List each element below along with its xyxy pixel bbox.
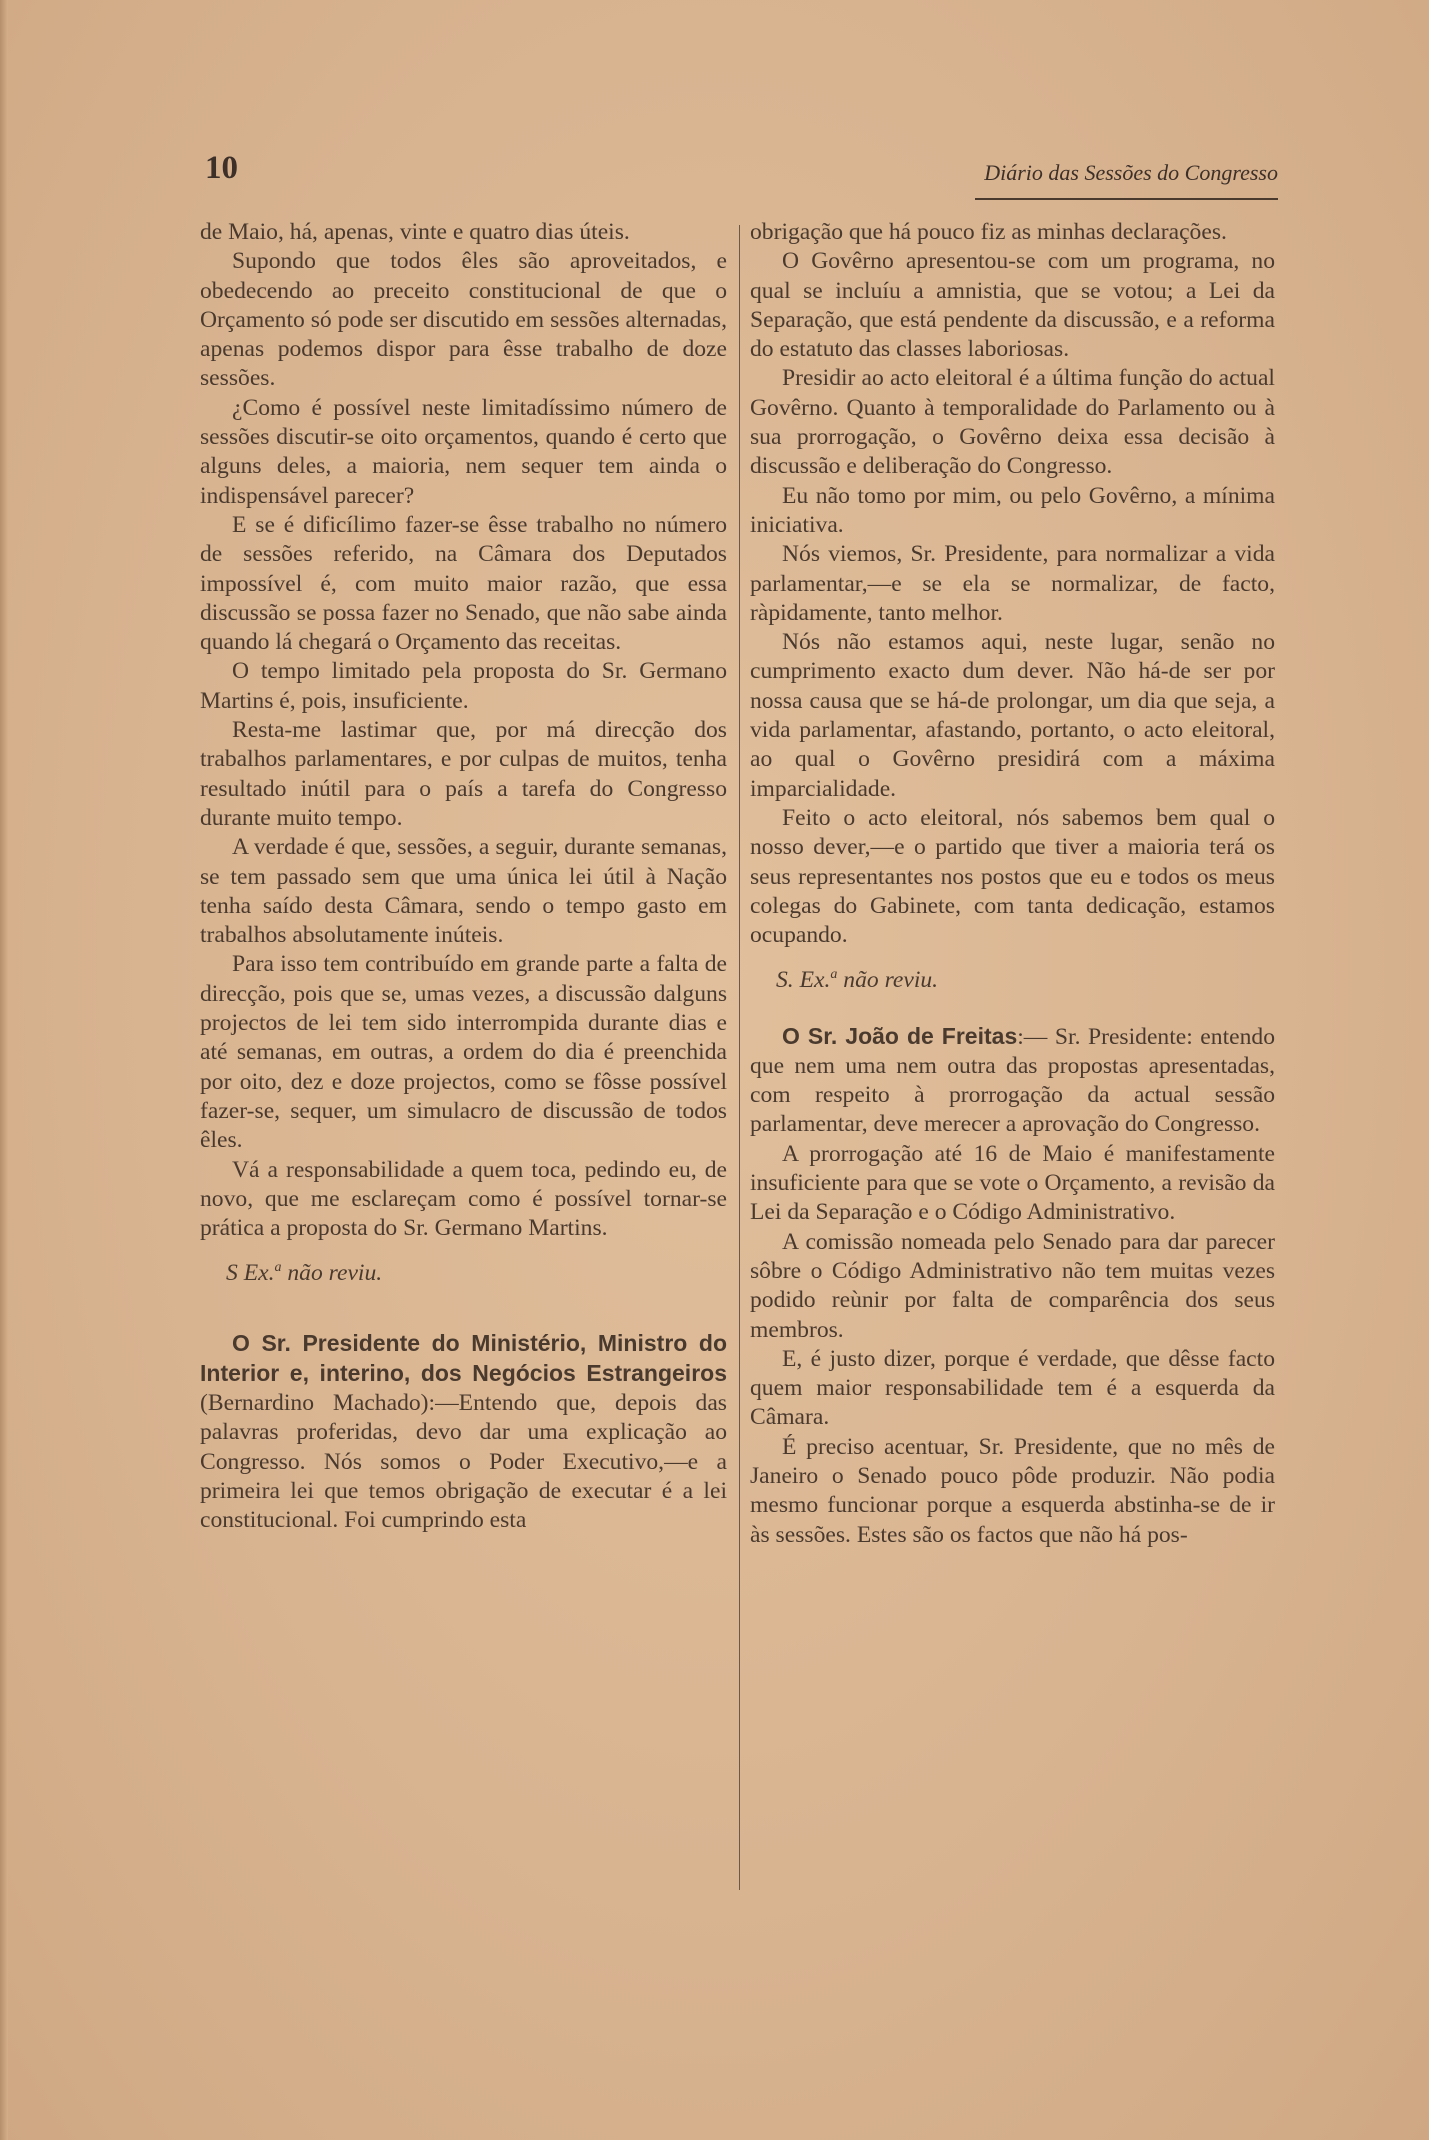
revision-note-text: S Ex. bbox=[226, 1260, 275, 1287]
right-column bbox=[750, 218, 1275, 1550]
paragraph: Nós não estamos aqui, neste lugar, senão no cumprimento exacto dum dever. Não há-de ser por nossa causa que se há-de prolongar, um dia que seja, a vida parlamentar, afastando, portanto, o acto eleitoral, ao qual o Govêrno presidirá com a máxima imparcialidade. bbox=[750, 629, 1275, 802]
revision-note bbox=[200, 1253, 727, 1288]
page-number: 10 bbox=[205, 150, 238, 186]
revision-note-superscript: a bbox=[274, 1260, 282, 1276]
paragraph: O tempo limitado pela proposta do Sr. Germano Martins é, pois, insuficiente. bbox=[200, 658, 727, 714]
revision-note-superscript: a bbox=[830, 967, 838, 983]
speech-paragraph bbox=[750, 1022, 1275, 1140]
speech-paragraph bbox=[200, 1329, 727, 1536]
paragraph: Para isso tem contribuído em grande parte a falta de direcção, pois que se, umas vezes, a discussão dalguns projectos de lei tem sido interrompida durante dias e até semanas, em outras, a ordem do dia é preenchida por oito, dez e doze projectos, como se fôsse possível fazer-se, sequer, um simulacro de discussão de todos êles. bbox=[200, 951, 727, 1154]
speaker-name: O Sr. Presidente do Ministério, Ministro do Interior e, interino, dos Negócios Estrangeiros bbox=[200, 1329, 727, 1386]
paragraph: É preciso acentuar, Sr. Presidente, que no mês de Janeiro o Senado pouco pôde produzir. Não podia mesmo funcionar porque a esquerda abstinha-se de ir às sessões. Estes são os factos que não há pos- bbox=[750, 1433, 1275, 1548]
page-edge-shadow bbox=[0, 0, 8, 2140]
paragraph: A comissão nomeada pelo Senado para dar parecer sôbre o Código Administrativo não tem muitas vezes podido reùnir por falta de comparência dos seus membros. bbox=[750, 1228, 1275, 1343]
spacer bbox=[750, 996, 1275, 1022]
page-header bbox=[205, 150, 1278, 198]
paragraph: Vá a responsabilidade a quem toca, pedindo eu, de novo, que me esclareçam como é possível tornar-se prática a proposta do Sr. Germano Martins. bbox=[200, 1156, 727, 1242]
revision-note-text: S. Ex. bbox=[776, 967, 831, 994]
spacer bbox=[200, 1289, 727, 1329]
speaker-name: O Sr. João de Freitas bbox=[782, 1022, 1018, 1049]
paragraph: Supondo que todos êles são aproveitados, e obedecendo ao preceito constitucional de que o Orçamento só pode ser discutido em sessões alternadas, apenas podemos dispor para êsse trabalho de doze sessões. bbox=[200, 248, 727, 392]
header-rule bbox=[975, 198, 1278, 200]
paragraph: Feito o acto eleitoral, nós sabemos bem qual o nosso dever,—e o partido que tiver a maioria terá os seus representantes nos postos que eu e todos os meus colegas do Gabinete, com tanta dedicação, estamos ocupando. bbox=[750, 804, 1275, 949]
speech-text: :— Sr. Presidente: entendo que nem uma nem outra das propostas apresentadas, com respeito à prorrogação da actual sessão parlamentar, deve merecer a aprovação do Congresso. bbox=[750, 1023, 1275, 1138]
paragraph: A prorrogação até 16 de Maio é manifestamente insuficiente para que se vote o Orçamento, a revisão da Lei da Separação e o Código Administrativo. bbox=[750, 1140, 1275, 1226]
paragraph: obrigação que há pouco fiz as minhas declarações. bbox=[750, 219, 1227, 245]
paragraph: de Maio, há, apenas, vinte e quatro dias úteis. bbox=[200, 219, 630, 245]
paragraph: Eu não tomo por mim, ou pelo Govêrno, a mínima iniciativa. bbox=[750, 482, 1275, 538]
revision-note-tail: não reviu. bbox=[281, 1260, 383, 1287]
paragraph: A verdade é que, sessões, a seguir, durante semanas, se tem passado sem que uma única lei útil à Nação tenha saído desta Câmara, sendo o tempo gasto em trabalhos absolutamente inúteis. bbox=[200, 834, 727, 949]
paragraph: E se é dificílimo fazer-se êsse trabalho no número de sessões referido, na Câmara dos Deputados impossível é, com muito maior razão, que essa discussão se possa fazer no Senado, que não sabe ainda quando lá chegará o Orçamento das receitas. bbox=[200, 511, 727, 656]
paragraph: Presidir ao acto eleitoral é a última função do actual Govêrno. Quanto à temporalidade do Parlamento ou à sua prorrogação, o Govêrno deixa essa decisão à discussão e deliberação do Congresso. bbox=[750, 365, 1275, 480]
paragraph: Nós viemos, Sr. Presidente, para normalizar a vida parlamentar,—e se ela se normalizar, de facto, ràpidamente, tanto melhor. bbox=[750, 541, 1275, 626]
paragraph: E, é justo dizer, porque é verdade, que dêsse facto quem maior responsabilidade tem é a esquerda da Câmara. bbox=[750, 1345, 1275, 1431]
paragraph: ¿Como é possível neste limitadíssimo número de sessões discutir-se oito orçamentos, quando é certo que alguns deles, a maioria, nem sequer tem ainda o indispensável parecer? bbox=[200, 394, 727, 509]
paragraph: Resta-me lastimar que, por má direcção dos trabalhos parlamentares, e por culpas de muitos, tenha resultado inútil para o país a tarefa do Congresso durante muito tempo. bbox=[200, 717, 727, 831]
speech-text: (Bernardino Machado):—Entendo que, depois das palavras proferidas, devo dar uma explicação ao Congresso. Nós somos o Poder Executivo,—e a primeira lei que temos obrigação de executar é a lei constitucional. Foi cumprindo esta bbox=[200, 1390, 727, 1534]
paragraph: O Govêrno apresentou-se com um programa, no qual se incluíu a amnistia, que se votou; a Lei da Separação, que está pendente da discussão, e a reforma do estatuto das classes laboriosas. bbox=[750, 248, 1275, 363]
running-title: Diário das Sessões do Congresso bbox=[984, 160, 1278, 185]
revision-note bbox=[750, 960, 1275, 995]
revision-note-tail: não reviu. bbox=[837, 967, 939, 994]
left-column bbox=[200, 218, 727, 1536]
column-divider bbox=[739, 225, 740, 1890]
